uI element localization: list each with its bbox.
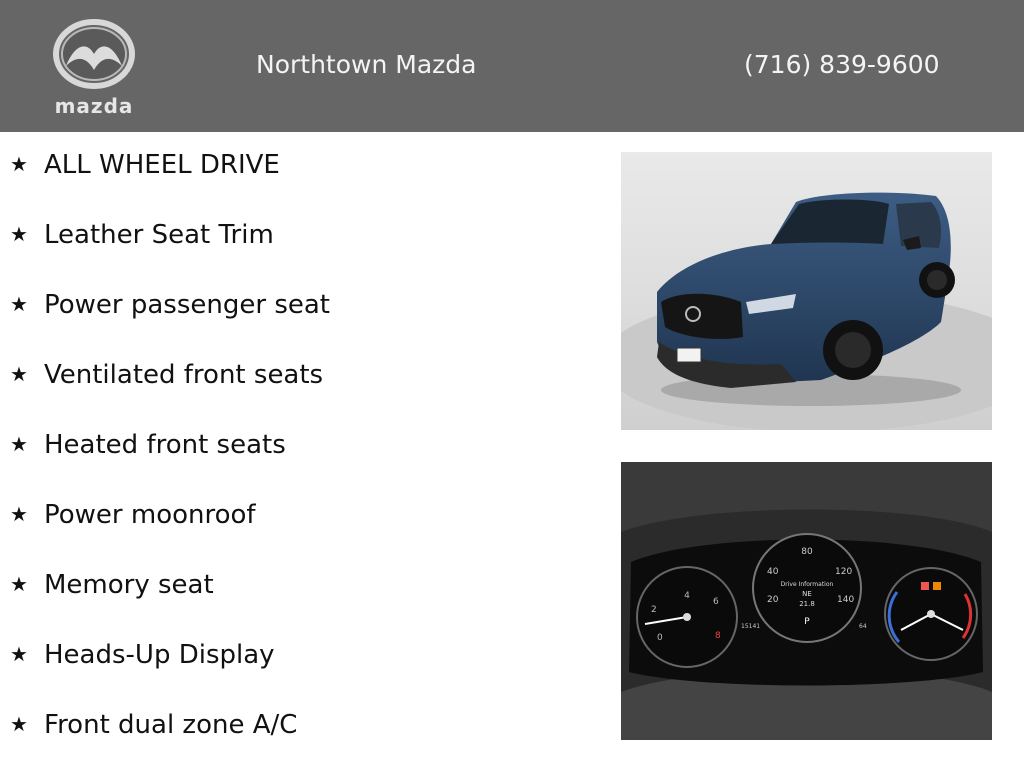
feature-item	[0, 552, 600, 622]
star-icon: ★	[10, 222, 28, 246]
feature-label: Memory seat	[44, 570, 214, 600]
feature-label: Front dual zone A/C	[44, 710, 298, 740]
speedo-tick: 80	[801, 547, 813, 557]
mazda-logo	[40, 16, 148, 116]
speedo-tick: 40	[767, 567, 779, 577]
dealer-name: Northtown Mazda	[256, 50, 477, 79]
tach-tick: 4	[684, 591, 690, 601]
feature-label: Heads-Up Display	[44, 640, 275, 670]
header-bar	[0, 0, 1024, 132]
cluster-info-title: Drive Information	[780, 581, 834, 588]
speedo-tick: 120	[835, 567, 853, 577]
star-icon: ★	[10, 432, 28, 456]
gear-indicator: P	[804, 617, 810, 627]
phone-number[interactable]: (716) 839-9600	[744, 50, 940, 79]
feature-item	[0, 342, 600, 412]
tach-tick: 8	[715, 631, 721, 641]
feature-label: Ventilated front seats	[44, 360, 324, 390]
feature-item	[0, 132, 600, 202]
feature-label: Leather Seat Trim	[44, 220, 274, 250]
warning-light-icon	[921, 582, 929, 590]
feature-label: Power moonroof	[44, 500, 256, 530]
cluster-mpg: 21.8	[799, 600, 815, 608]
feature-item	[0, 202, 600, 272]
tach-tick: 2	[651, 605, 657, 615]
star-icon: ★	[10, 642, 28, 666]
feature-label: ALL WHEEL DRIVE	[44, 150, 280, 180]
feature-item	[0, 692, 600, 762]
tach-tick: 0	[657, 633, 663, 643]
temperature: 64	[859, 623, 867, 630]
feature-item	[0, 622, 600, 692]
mazda-emblem-icon	[40, 16, 148, 96]
feature-label: Power passenger seat	[44, 290, 330, 320]
vehicle-exterior-photo[interactable]	[621, 152, 992, 430]
speedo-tick: 20	[767, 595, 779, 605]
star-icon: ★	[10, 502, 28, 526]
cluster-direction: NE	[802, 590, 812, 598]
speedo-tick: 140	[837, 595, 855, 605]
feature-item	[0, 482, 600, 552]
instrument-cluster-photo[interactable]	[621, 462, 992, 740]
odometer: 15141	[741, 623, 761, 630]
star-icon: ★	[10, 152, 28, 176]
star-icon: ★	[10, 292, 28, 316]
feature-item	[0, 272, 600, 342]
star-icon: ★	[10, 572, 28, 596]
tachometer	[637, 567, 737, 667]
star-icon: ★	[10, 712, 28, 736]
fuel-temp-gauge	[885, 568, 977, 660]
feature-item	[0, 412, 600, 482]
warning-light-icon	[933, 582, 941, 590]
tach-tick: 6	[713, 597, 719, 607]
feature-label: Heated front seats	[44, 430, 286, 460]
star-icon: ★	[10, 362, 28, 386]
logo-wordmark: mazda	[54, 94, 134, 118]
